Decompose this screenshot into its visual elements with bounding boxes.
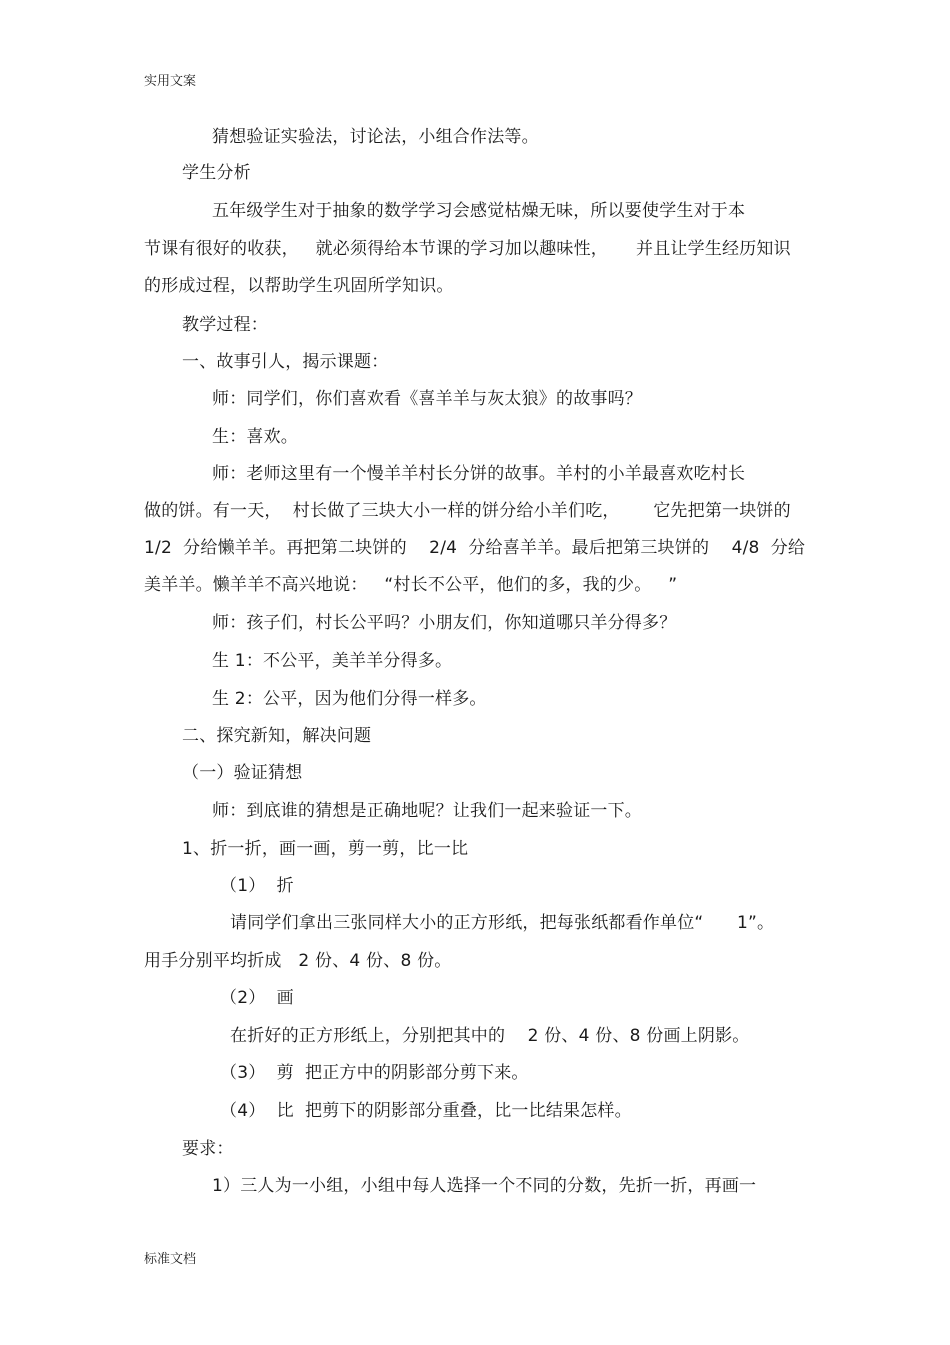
- line-student-3: 生 2：公平，因为他们分得一样多。: [212, 689, 487, 709]
- line-student-1: 生：喜欢。: [212, 427, 298, 447]
- line-section-1: 一、故事引人，揭示课题：: [182, 352, 389, 372]
- line-teacher-2c: 1/2 分给懒羊羊。再把第二块饼的 2/4 分给喜羊羊。最后把第三块饼的 4/8 分给: [144, 538, 806, 558]
- line-student-analysis-title: 学生分析: [182, 163, 251, 183]
- line-compare: （4） 比 把剪下的阴影部分重叠，比一比结果怎样。: [220, 1101, 632, 1121]
- line-fold-desc-1: 请同学们拿出三张同样大小的正方形纸，把每张纸都看作单位“ 1”。: [230, 913, 775, 933]
- line-analysis-3: 的形成过程，以帮助学生巩固所学知识。: [144, 276, 454, 296]
- line-analysis-1: 五年级学生对于抽象的数学学习会感觉枯燥无味，所以要使学生对于本: [212, 201, 746, 221]
- line-student-2: 生 1：不公平，美羊羊分得多。: [212, 651, 453, 671]
- line-teacher-1: 师：同学们，你们喜欢看《喜羊羊与灰太狼》的故事吗？: [212, 389, 642, 409]
- line-requirements-title: 要求：: [182, 1139, 234, 1159]
- page-footer: 标准文档: [144, 1252, 197, 1267]
- line-draw: （2） 画: [220, 988, 294, 1008]
- line-step-1: 1、折一折，画一画，剪一剪，比一比: [182, 839, 469, 859]
- page-header: 实用文案: [144, 74, 197, 89]
- line-fold-desc-2: 用手分别平均折成 2 份、4 份、8 份。: [144, 951, 452, 971]
- line-analysis-2: 节课有很好的收获， 就必须得给本节课的学习加以趣味性， 并且让学生经历知识: [144, 239, 791, 259]
- line-requirement-1: 1）三人为一小组，小组中每人选择一个不同的分数，先折一折，再画一: [212, 1176, 757, 1196]
- line-teacher-4: 师：到底谁的猜想是正确地呢？让我们一起来验证一下。: [212, 801, 642, 821]
- line-process-title: 教学过程：: [182, 315, 268, 335]
- line-teacher-2d: 美羊羊。懒羊羊不高兴地说： “村长不公平，他们的多，我的少。 ”: [144, 575, 678, 595]
- line-fold: （1） 折: [220, 876, 294, 896]
- line-cut: （3） 剪 把正方中的阴影部分剪下来。: [220, 1063, 529, 1083]
- line-teacher-2b: 做的饼。有一天， 村长做了三块大小一样的饼分给小羊们吃， 它先把第一块饼的: [144, 501, 791, 521]
- line-methods: 猜想验证实验法，讨论法，小组合作法等。: [212, 127, 539, 147]
- line-subsection-1: （一）验证猜想: [182, 763, 303, 783]
- line-teacher-2a: 师：老师这里有一个慢羊羊村长分饼的故事。羊村的小羊最喜欢吃村长: [212, 464, 746, 484]
- line-section-2: 二、探究新知，解决问题: [182, 726, 372, 746]
- line-draw-desc: 在折好的正方形纸上，分别把其中的 2 份、4 份、8 份画上阴影。: [230, 1026, 750, 1046]
- line-teacher-3: 师：孩子们，村长公平吗？小朋友们，你知道哪只羊分得多？: [212, 613, 677, 633]
